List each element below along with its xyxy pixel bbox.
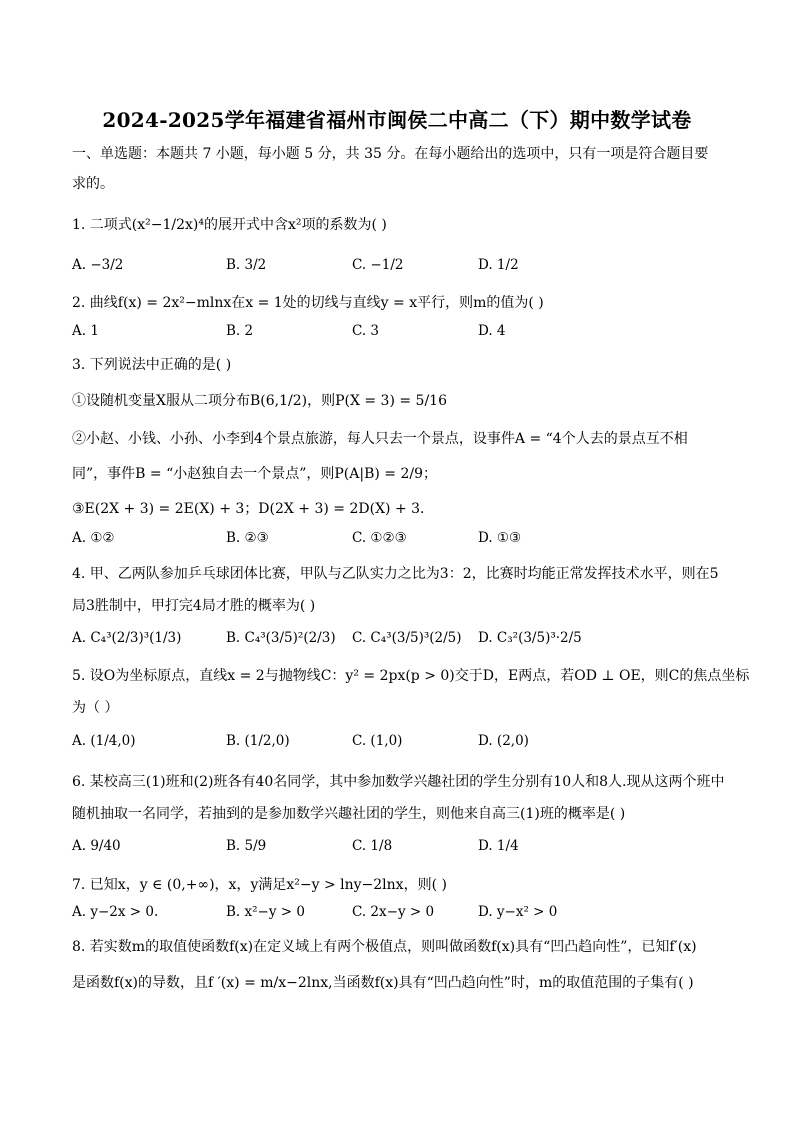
q7-option-b: B. x²−y > 0 [226,904,305,920]
q1-option-d: D. 1/2 [478,257,519,273]
q5-option-d: D. (2,0) [478,733,529,749]
q3-statement-3: ③E(2X + 3) = 2E(X) + 3；D(2X + 3) = 2D(X) + 3． [72,501,435,517]
q3-option-b: B. ②③ [226,530,269,546]
q4-option-b: B. C₄³(3/5)²(2/3) [226,630,336,646]
q5-option-a: A. (1/4,0) [72,733,136,749]
q2-option-d: D. 4 [478,323,506,339]
question-8-stem-line2: 是函数f(x)的导数，且f ′(x) = m/x−2lnx,当函数f(x)具有“凹凸趋向性”时，m的取值范围的子集有( ) [72,975,694,991]
question-5-stem-line1: 5. 设O为坐标原点，直线x = 2与抛物线C：y² = 2px(p > 0)交于D，E两点，若OD ⊥ OE，则C的焦点坐标 [72,668,750,684]
question-8-stem-line1: 8. 若实数m的取值使函数f(x)在定义域上有两个极值点，则叫做函数f(x)具有“凹凸趋向性”，已知f′(x) [72,939,697,955]
q6-option-d: D. 1/4 [478,838,519,854]
q3-statement-2-line1: ②小赵、小钱、小孙、小李到4个景点旅游，每人只去一个景点，设事件A = “4个人去的景点互不相 [72,431,688,447]
q7-option-d: D. y−x² > 0 [478,904,558,920]
question-6-stem-line2: 随机抽取一名同学，若抽到的是参加数学兴趣社团的学生，则他来自高三(1)班的概率是( ) [72,806,626,822]
q2-option-c: C. 3 [352,323,380,339]
q7-option-a: A. y−2x > 0. [72,904,159,920]
q1-option-b: B. 3/2 [226,257,267,273]
question-2-stem: 2. 曲线f(x) = 2x²−mlnx在x = 1处的切线与直线y = x平行，则m的值为( ) [72,295,544,311]
q1-option-c: C. −1/2 [352,257,404,273]
q4-option-d: D. C₃²(3/5)³·2/5 [478,630,582,646]
q4-option-c: C. C₄³(3/5)³(2/5) [352,630,462,646]
q5-option-c: C. (1,0) [352,733,403,749]
question-1-stem: 1. 二项式(x²−1/2x)⁴的展开式中含x²项的系数为( ) [72,217,387,233]
q6-option-c: C. 1/8 [352,838,393,854]
q6-option-b: B. 5/9 [226,838,267,854]
q3-option-a: A. ①② [72,530,115,546]
q3-option-c: C. ①②③ [352,530,407,546]
q3-option-d: D. ①③ [478,530,522,546]
section-heading: 一、单选题：本题共 7 小题，每小题 5 分，共 35 分。在每小题给出的选项中，只有一项是符合题目要求的。 [72,146,709,192]
q6-option-a: A. 9/40 [72,838,121,854]
q2-option-b: B. 2 [226,323,254,339]
q2-option-a: A. 1 [72,323,99,339]
q3-statement-2-line2: 同”，事件B = “小赵独自去一个景点”，则P(A|B) = 2/9； [72,466,438,482]
exam-title: 2024-2025学年福建省福州市闽侯二中高二（下）期中数学试卷 [102,108,692,132]
q1-option-a: A. −3/2 [72,257,124,273]
question-6-stem-line1: 6. 某校高三(1)班和(2)班各有40名同学，其中参加数学兴趣社团的学生分别有10人和8人.现从这两个班中 [72,774,725,790]
question-4-stem-line1: 4. 甲、乙两队参加乒乓球团体比赛，甲队与乙队实力之比为3：2，比赛时均能正常发挥技术水平，则在5 [72,566,719,582]
q3-statement-1: ①设随机变量X服从二项分布B(6,1/2)，则P(X = 3) = 5/16 [72,393,447,409]
question-4-stem-line2: 局3胜制中，甲打完4局才胜的概率为( ) [72,598,316,614]
question-7-stem: 7. 已知x，y ∈ (0,+∞)，x，y满足x²−y > lny−2lnx，则( ) [72,877,447,893]
question-5-stem-line2: 为（ ） [72,700,119,716]
question-3-stem: 3. 下列说法中正确的是( ) [72,357,232,373]
q7-option-c: C. 2x−y > 0 [352,904,435,920]
q4-option-a: A. C₄³(2/3)³(1/3) [72,630,182,646]
q5-option-b: B. (1/2,0) [226,733,290,749]
